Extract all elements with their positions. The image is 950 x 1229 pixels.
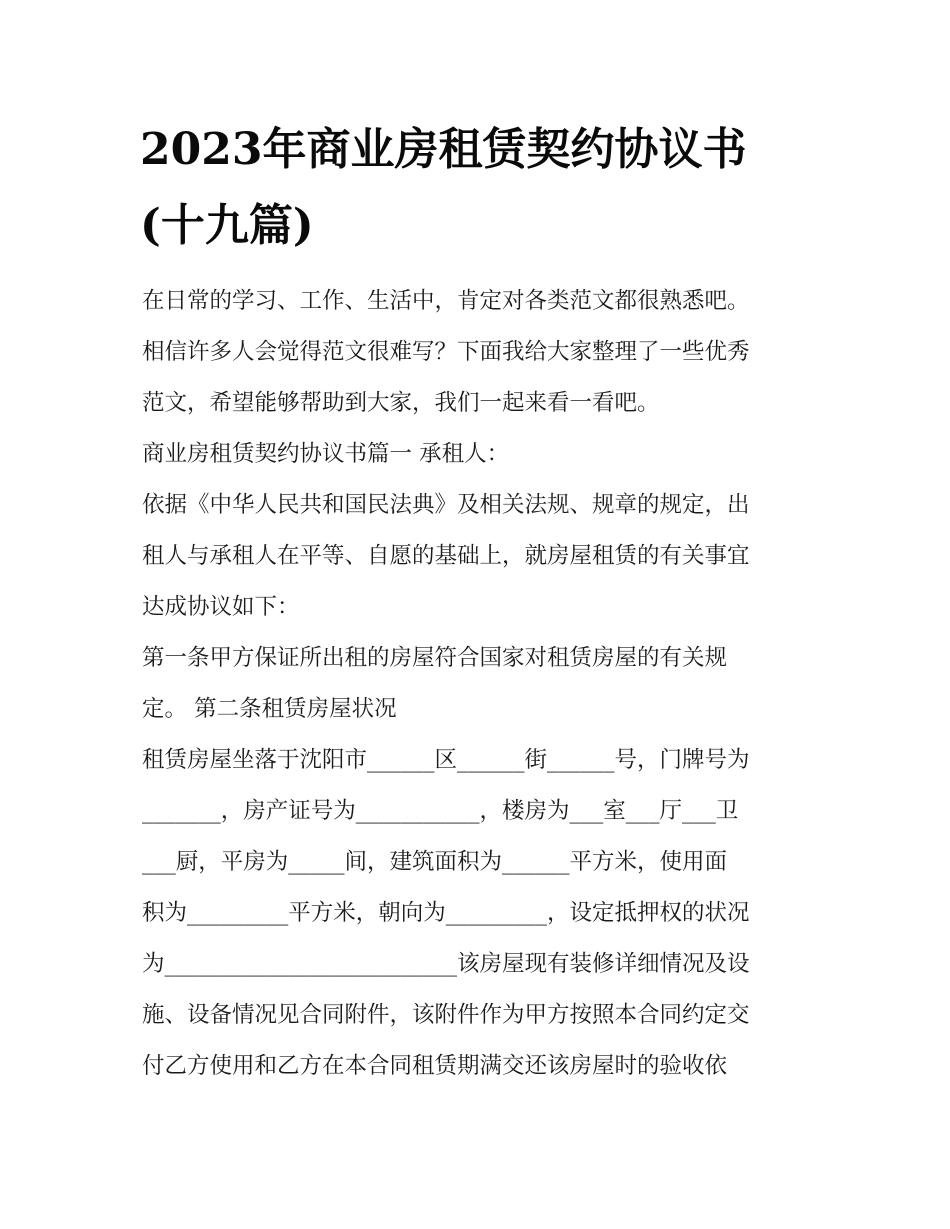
body-line: 积为_________平方米，朝向为_________，设定抵押权的状况 (142, 900, 750, 926)
document-body (142, 276, 822, 1092)
body-line: 施、设备情况见合同附件，该附件作为甲方按照本合同约定交 (142, 1002, 750, 1028)
body-line: 为__________________________该房屋现有装修详细情况及设 (142, 951, 750, 977)
title-line-1: 2023年商业房租赁契约协议书 (140, 124, 747, 175)
section-heading-line: 商业房租赁契约协议书篇一 承租人： (142, 441, 510, 467)
body-line: 租赁房屋坐落于沈阳市______区______街______号，门牌号为 (142, 747, 750, 773)
body-line: 第一条甲方保证所出租的房屋符合国家对租赁房屋的有关规 (142, 645, 728, 671)
body-line: ___厨，平房为_____间，建筑面积为______平方米，使用面 (142, 849, 728, 875)
body-line: 达成协议如下： (142, 594, 300, 620)
body-line: 范文，希望能够帮助到大家，我们一起来看一看吧。 (142, 390, 660, 416)
body-line: 在日常的学习、工作、生活中，肯定对各类范文都很熟悉吧。 (142, 288, 750, 314)
body-line: 定。 第二条租赁房屋状况 (142, 696, 397, 722)
body-line: _______，房产证号为___________，楼房为___室___厅___卫 (142, 798, 739, 824)
body-line: 依据《中华人民共和国民法典》及相关法规、规章的规定，出 (142, 492, 750, 518)
body-line: 相信许多人会觉得范文很难写？下面我给大家整理了一些优秀 (142, 339, 750, 365)
title-line-2: (十九篇) (140, 200, 314, 251)
body-line: 付乙方使用和乙方在本合同租赁期满交还该房屋时的验收依 (142, 1053, 728, 1079)
document-title (140, 112, 820, 264)
body-line: 租人与承租人在平等、自愿的基础上，就房屋租赁的有关事宜 (142, 543, 750, 569)
